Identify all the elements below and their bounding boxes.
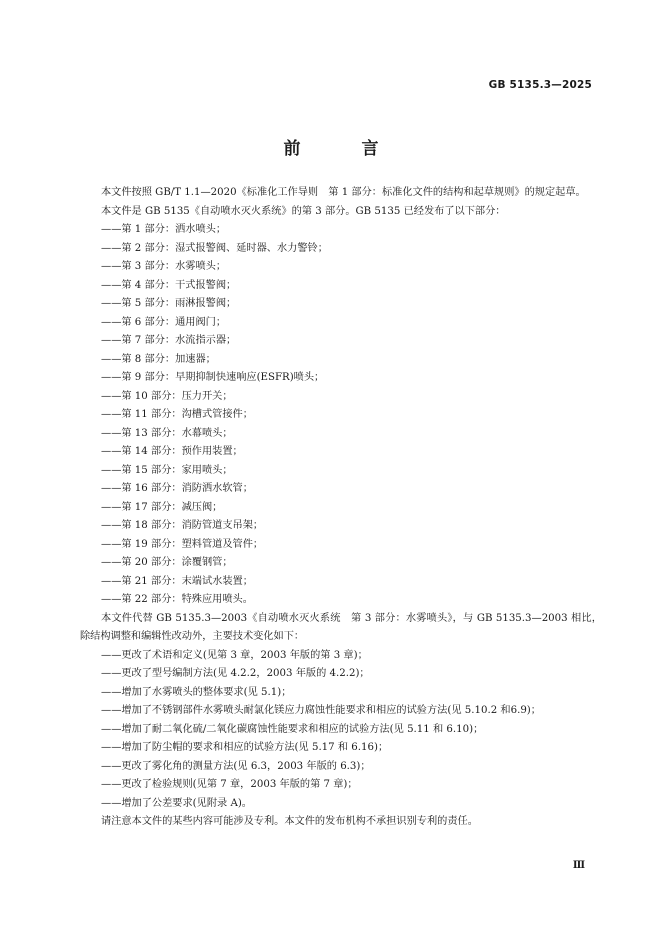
list-item: ——第 22 部分：特殊应用喷头。 xyxy=(101,594,253,605)
list-item: ——第 14 部分：预作用装置； xyxy=(101,446,243,457)
list-item: ——第 5 部分：雨淋报警阀； xyxy=(101,298,237,309)
list-item: ——更改了型号编制方法(见 4.2.2，2003 年版的 4.2.2)； xyxy=(101,668,370,679)
list-item: ——第 17 部分：减压阀； xyxy=(101,501,223,513)
page-title: 前 言 xyxy=(283,139,401,159)
document-body xyxy=(80,184,602,832)
list-item: ——第 18 部分：消防管道支吊架； xyxy=(101,520,264,531)
replacement-paragraph: 本文件代替 GB 5135.3—2003《自动喷水灭火系统 第 3 部分：水雾喷头》，与 GB 5135.3—2003 相比，除结构调整和编辑性改动外，主要技术变化如下： xyxy=(80,612,602,642)
intro-paragraph: 本文件按照 GB/T 1.1—2020《标准化工作导则 第 1 部分：标准化文件的结构和起草规则》的规定起草。 xyxy=(101,187,586,198)
list-item: ——增加了耐二氧化硫/二氧化碳腐蚀性能要求和相应的试验方法(见 5.11 和 6.10)； xyxy=(101,723,484,735)
list-item: ——第 10 部分：压力开关； xyxy=(101,390,233,402)
list-item: ——增加了防尘帽的要求和相应的试验方法(见 5.17 和 6.16)； xyxy=(101,742,389,753)
parts-intro-paragraph: 本文件是 GB 5135《自动喷水灭火系统》的第 3 部分。GB 5135 已经发布了以下部分： xyxy=(101,205,506,217)
list-item: ——第 9 部分：早期抑制快速响应(ESFR)喷头； xyxy=(101,372,325,383)
list-item: ——第 8 部分：加速器； xyxy=(101,353,216,365)
page-number: Ⅲ xyxy=(572,860,585,871)
list-item: ——更改了检验规则(见第 7 章，2003 年版的第 7 章)； xyxy=(101,779,358,790)
list-item: ——第 20 部分：涂覆钢管； xyxy=(101,557,233,568)
standard-number: GB 5135.3—2025 xyxy=(488,79,592,91)
changes-list xyxy=(80,647,602,814)
list-item: ——增加了不锈钢部件水雾喷头耐氯化镁应力腐蚀性能要求和相应的试验方法(见 5.10.2 和6.9)； xyxy=(101,705,541,716)
list-item: ——第 16 部分：消防洒水软管； xyxy=(101,483,253,494)
list-item: ——第 3 部分：水雾喷头； xyxy=(101,261,227,272)
list-item: ——第 7 部分：水流指示器； xyxy=(101,335,237,346)
list-item: ——第 13 部分：水幕喷头； xyxy=(101,427,233,439)
list-item: ——更改了术语和定义(见第 3 章，2003 年版的第 3 章)； xyxy=(101,649,368,661)
list-item: ——第 11 部分：沟槽式管接件； xyxy=(101,409,253,420)
list-item: ——增加了公差要求(见附录 A)。 xyxy=(101,797,252,809)
list-item: ——第 6 部分：通用阀门； xyxy=(101,316,227,328)
list-item: ——第 1 部分：洒水喷头； xyxy=(101,224,227,235)
list-item: ——更改了雾化角的测量方法(见 6.3，2003 年版的 6.3)； xyxy=(101,760,371,772)
list-item: ——第 15 部分：家用喷头； xyxy=(101,464,233,476)
parts-list xyxy=(80,221,602,610)
list-item: ——第 4 部分：干式报警阀； xyxy=(101,279,237,291)
list-item: ——增加了水雾喷头的整体要求(见 5.1)； xyxy=(101,686,292,698)
patent-notice-paragraph: 请注意本文件的某些内容可能涉及专利。本文件的发布机构不承担识别专利的责任。 xyxy=(101,816,478,827)
list-item: ——第 19 部分：塑料管道及管件； xyxy=(101,538,264,550)
list-item: ——第 21 部分：末端试水装置； xyxy=(101,575,253,587)
list-item: ——第 2 部分：湿式报警阀、延时器、水力警铃； xyxy=(101,242,328,254)
